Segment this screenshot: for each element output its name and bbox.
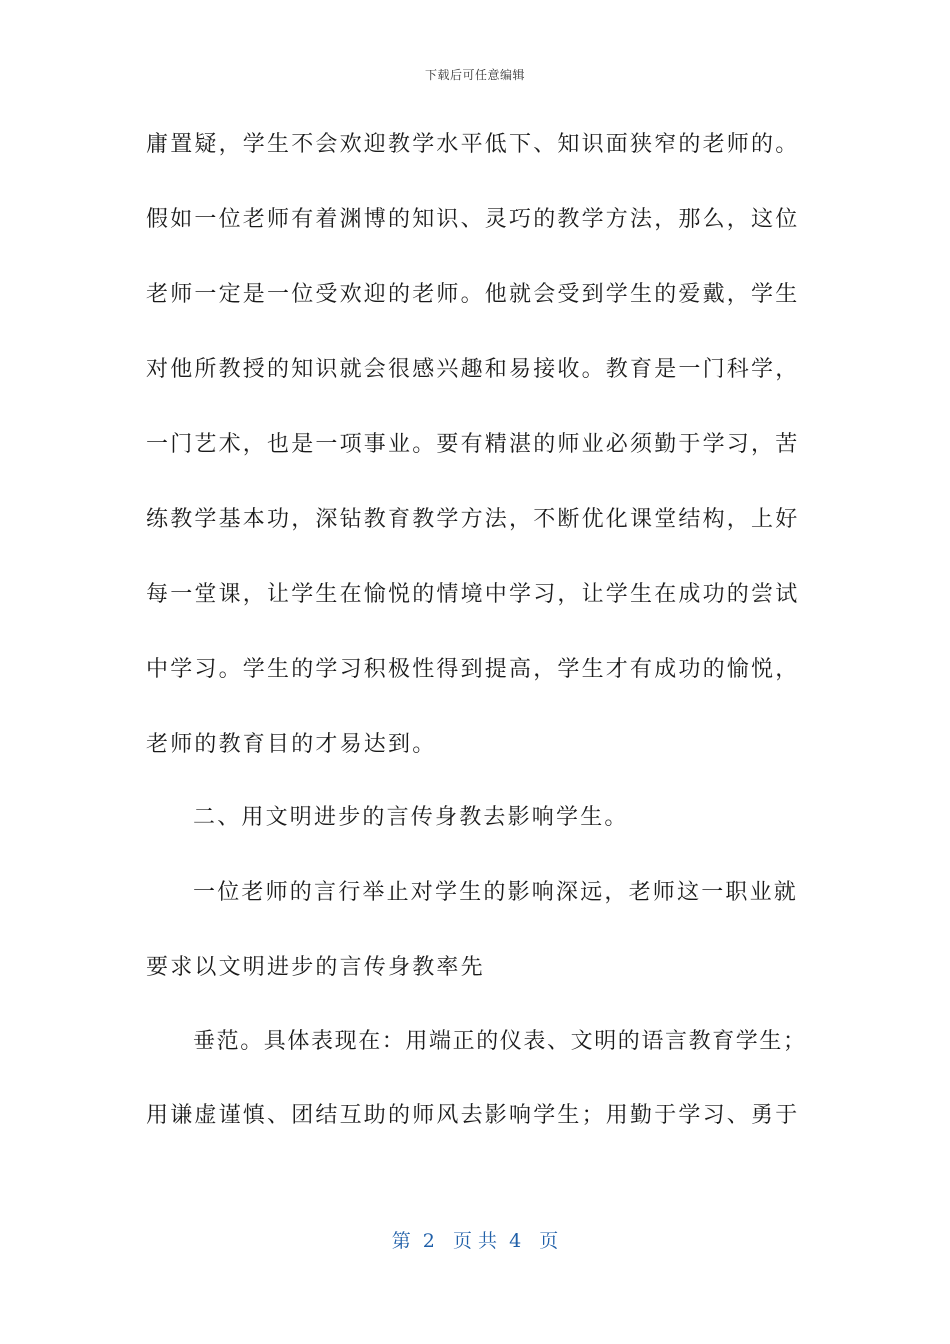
section-heading: 二、用文明进步的言传身教去影响学生。	[193, 805, 629, 830]
text-line: 假如一位老师有着渊博的知识、灵巧的教学方法，那么，这位	[146, 207, 800, 232]
text-line: 庸置疑，学生不会欢迎教学水平低下、知识面狭窄的老师的。	[146, 132, 800, 157]
text-line: 老师一定是一位受欢迎的老师。他就会受到学生的爱戴，学生	[146, 282, 800, 307]
text-line: 中学习。学生的学习积极性得到提高，学生才有成功的愉悦，	[146, 657, 800, 682]
text-line: 每一堂课，让学生在愉悦的情境中学习，让学生在成功的尝试	[146, 582, 800, 607]
text-line: 练教学基本功，深钻教育教学方法，不断优化课堂结构，上好	[146, 507, 800, 532]
page-number-footer: 第 2 页 共 4 页	[391, 1230, 559, 1252]
text-line: 对他所教授的知识就会很感兴趣和易接收。教育是一门科学，	[146, 357, 800, 382]
page-header: 下载后可任意编辑	[424, 68, 525, 82]
text-line: 要求以文明进步的言传身教率先	[146, 955, 485, 980]
text-line: 一门艺术，也是一项事业。要有精湛的师业必须勤于学习，苦	[146, 432, 800, 457]
text-line: 一位老师的言行举止对学生的影响深远，老师这一职业就	[193, 880, 799, 905]
text-line: 老师的教育目的才易达到。	[146, 732, 437, 757]
text-line: 垂范。具体表现在：用端正的仪表、文明的语言教育学生；	[193, 1029, 807, 1054]
text-line: 用谦虚谨慎、团结互助的师风去影响学生；用勤于学习、勇于	[146, 1103, 800, 1128]
